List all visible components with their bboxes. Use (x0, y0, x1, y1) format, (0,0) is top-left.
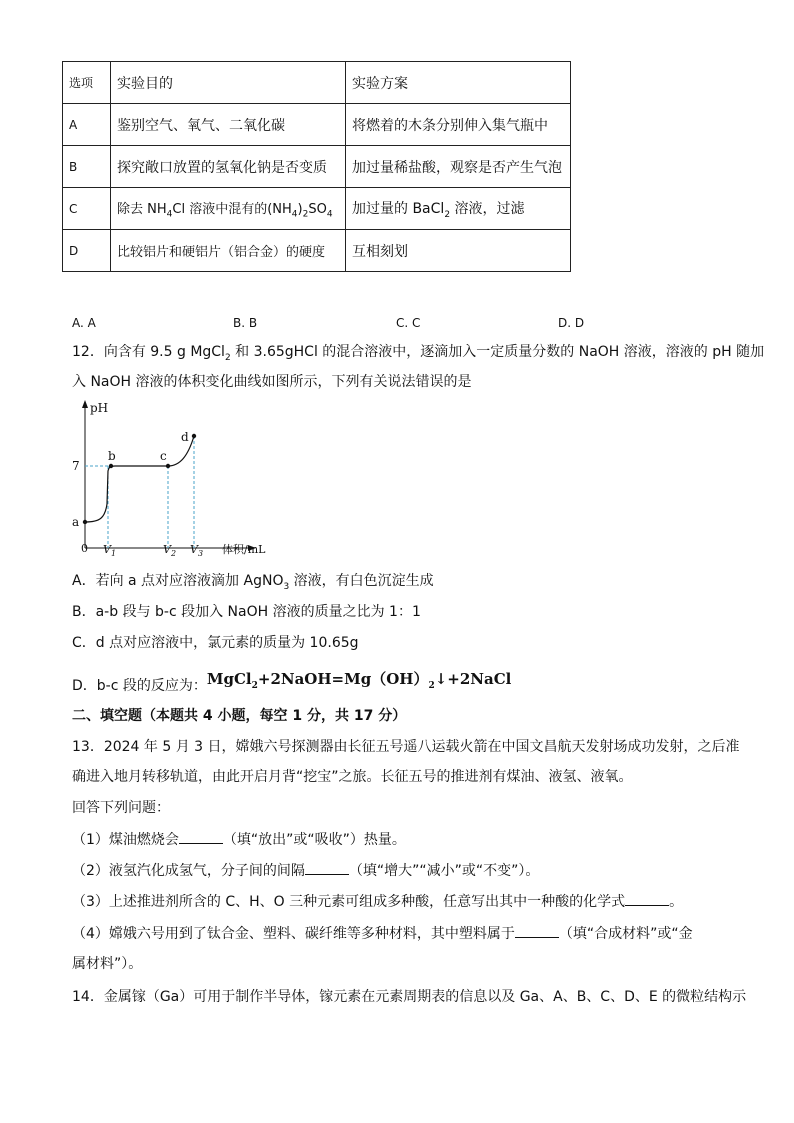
q13-sub2: （2）液氢汽化成氢气，分子间的间隔 （填“增大”“减小”或“不变”）。 (72, 863, 540, 879)
row-plan: 将燃着的木条分别伸入集气瓶中 (346, 104, 571, 146)
q11-option-b[interactable]: B. B (233, 316, 258, 330)
table-row (63, 230, 571, 272)
q11-option-d[interactable]: D. D (558, 316, 585, 330)
origin-label: 0 (81, 542, 88, 555)
label-a: a (72, 515, 80, 529)
row-option: C (63, 188, 111, 230)
row-purpose: 探究敞口放置的氢氧化钠是否变质 (111, 146, 346, 188)
reaction-equation: $MgCl_2+2NaOH=Mg(OH)_2↓+2NaCl$ (206, 670, 512, 691)
answer-blank[interactable] (515, 925, 559, 938)
row-plan: 互相刻划 (346, 230, 571, 272)
q11-option-a[interactable]: A. A (72, 316, 96, 330)
answer-blank[interactable] (305, 862, 349, 875)
label-b: b (108, 449, 116, 463)
header-plan: 实验方案 (346, 62, 571, 104)
row-purpose: 比较铝片和硬铝片（铝合金）的硬度 (111, 230, 346, 272)
header-purpose: 实验目的 (111, 62, 346, 104)
row-plan: 加过量的 BaCl$_2$ 溶液，过滤 (346, 188, 571, 230)
q13-stem-line3: 回答下列问题： (72, 800, 170, 816)
q13-sub3: （3）上述推进剂所含的 C、H、O 三种元素可组成多种酸，任意写出其中一种酸的化学式 。 (72, 894, 684, 910)
label-d: d (181, 430, 189, 444)
row-option: B (63, 146, 111, 188)
q13-sub4: （4）嫦娥六号用到了钛合金、塑料、碳纤维等多种材料，其中塑料属于 （填“合成材料”或“金 (72, 926, 693, 942)
tick-v3: $V_3$ (190, 543, 204, 558)
y-axis-label: pH (90, 401, 109, 415)
point-c (166, 464, 170, 468)
q11-option-c[interactable]: C. C (396, 316, 421, 330)
table-row (63, 146, 571, 188)
q13-sub1: （1）煤油燃烧会 （填“放出”或“吸收”）热量。 (72, 832, 406, 848)
row-option: D (63, 230, 111, 272)
row-option: A (63, 104, 111, 146)
q12-option-a[interactable]: A．若向 a 点对应溶液滴加 AgNO$_3$ 溶液，有白色沉淀生成 (72, 573, 434, 592)
q12-option-c[interactable]: C．d 点对应溶液中，氯元素的质量为 10.65g (72, 635, 359, 651)
point-b (109, 464, 113, 468)
q13-stem-line1: 13．2024 年 5 月 3 日，嫦娥六号探测器由长征五号遥八运载火箭在中国文昌航天发射场成功发射，之后准 (72, 739, 740, 755)
answer-blank[interactable] (625, 893, 669, 906)
q13-stem-line2: 确进入地月转移轨道，由此开启月背“挖宝”之旅。长征五号的推进剂有煤油、液氢、液氧。 (72, 769, 633, 785)
y-tick-7: 7 (72, 459, 80, 473)
ph-curve-chart (60, 396, 290, 566)
point-d (192, 434, 196, 438)
y-axis-arrow (82, 400, 88, 408)
tick-v1: $V_1$ (103, 543, 117, 558)
q12-stem-line2: 入 NaOH 溶液的体积变化曲线如图所示，下列有关说法错误的是 (72, 374, 472, 390)
section-heading: 二、填空题（本题共 4 小题，每空 1 分，共 17 分） (72, 708, 407, 724)
experiment-table (62, 61, 571, 272)
answer-blank[interactable] (179, 831, 223, 844)
row-purpose: 鉴别空气、氧气、二氧化碳 (111, 104, 346, 146)
row-plan: 加过量稀盐酸，观察是否产生气泡 (346, 146, 571, 188)
point-a (83, 520, 87, 524)
q13-sub4-cont: 属材料”）。 (72, 956, 143, 972)
q14-stem-line1: 14．金属镓（Ga）可用于制作半导体，镓元素在元素周期表的信息以及 Ga、A、B、C、D、E 的微粒结构示 (72, 989, 747, 1005)
ph-curve (85, 436, 194, 522)
q12-option-b[interactable]: B．a-b 段与 b-c 段加入 NaOH 溶液的质量之比为 1：1 (72, 604, 421, 620)
table-row (63, 104, 571, 146)
label-c: c (160, 449, 167, 463)
table-header-row (63, 62, 571, 104)
x-axis-label: 体积/mL (222, 543, 266, 556)
header-option: 选项 (63, 62, 111, 104)
table-row (63, 188, 571, 230)
tick-v2: $V_2$ (163, 543, 177, 558)
q12-stem-line1: 12．向含有 9.5 g MgCl$_2$ 和 3.65gHCl 的混合溶液中，逐滴加入一定质量分数的 NaOH 溶液，溶液的 pH 随加 (72, 344, 765, 363)
q12-option-d[interactable]: D．b-c 段的反应为：$MgCl_2+2NaOH=Mg(OH)_2↓+2NaCl$ (72, 670, 512, 694)
row-purpose: 除去 $NH_4Cl$ 溶液中混有的$(NH_4)_2SO_4$ (111, 188, 346, 230)
